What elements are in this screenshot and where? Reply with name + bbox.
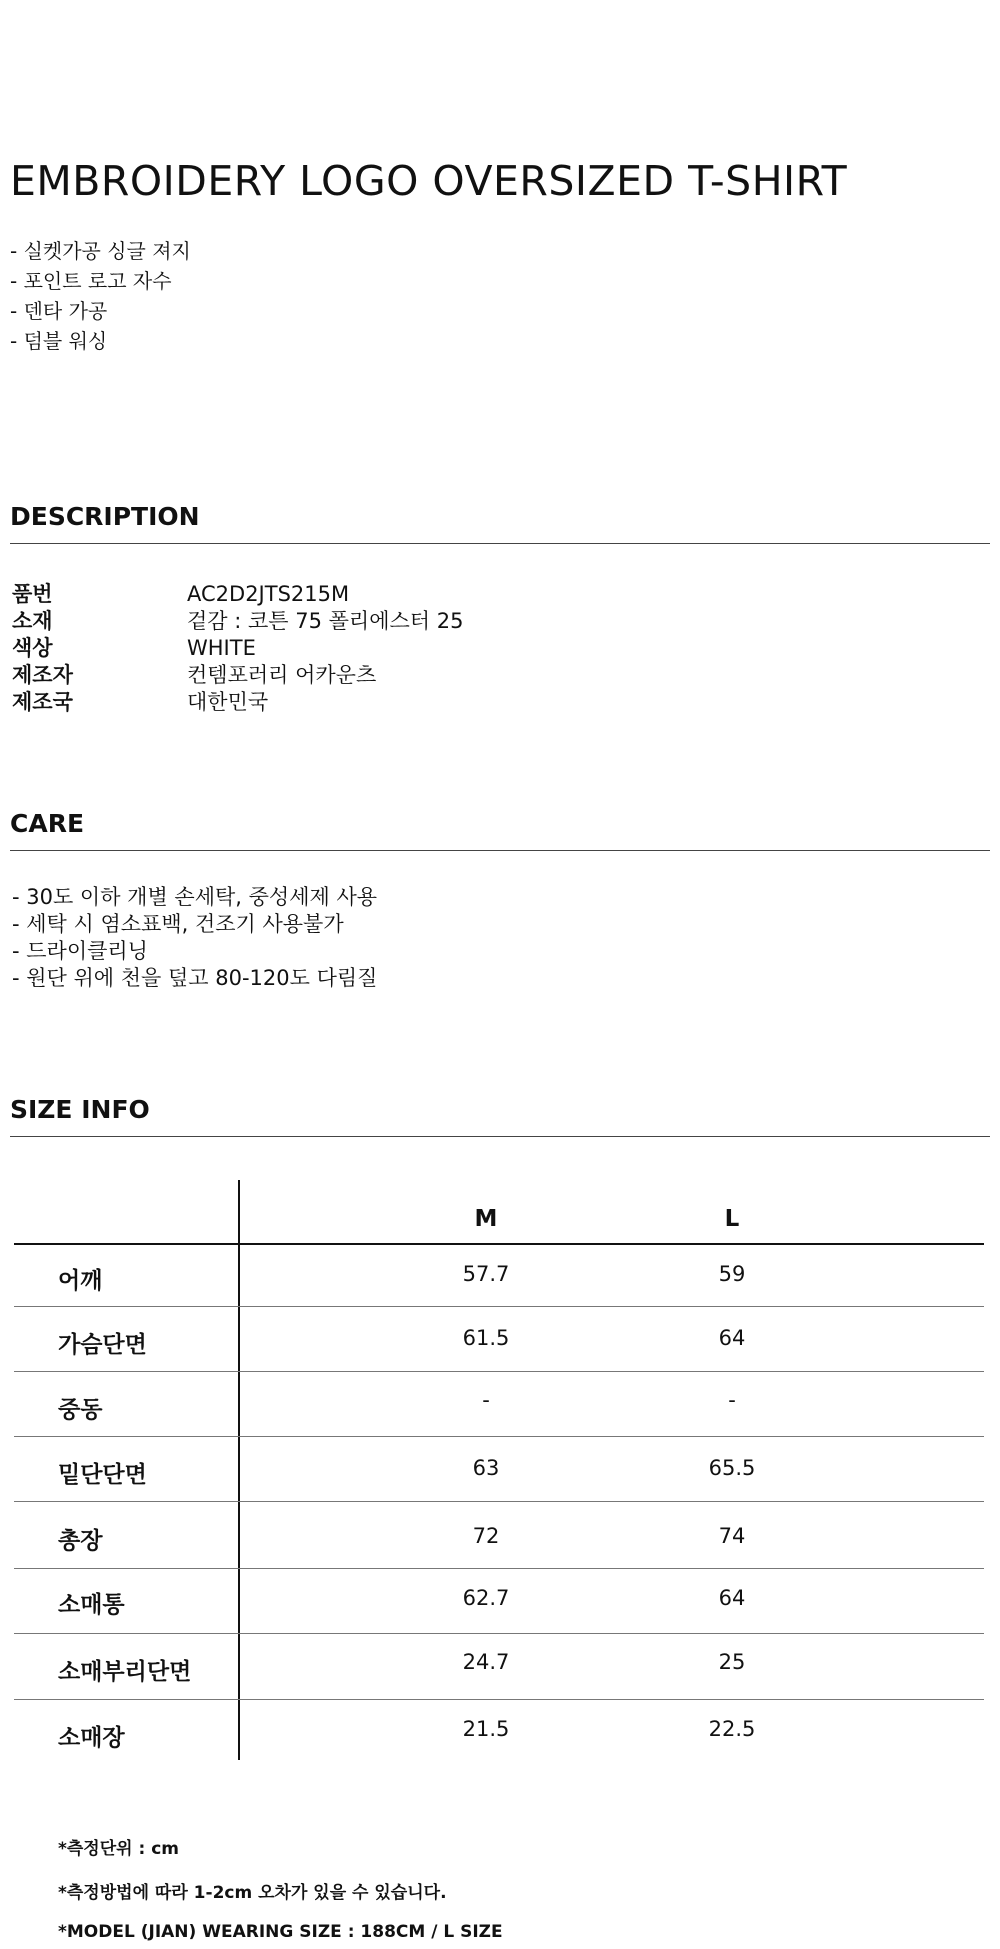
size-value-l: 74 bbox=[718, 1524, 746, 1548]
size-value-l: 25 bbox=[718, 1650, 746, 1674]
table-row bbox=[14, 1569, 984, 1634]
description-table bbox=[12, 581, 463, 716]
care-list bbox=[12, 884, 377, 992]
description-row bbox=[12, 608, 463, 635]
description-value: 대한민국 bbox=[187, 690, 269, 714]
size-value-m: - bbox=[482, 1388, 490, 1412]
size-value-l: - bbox=[728, 1388, 736, 1412]
description-key: 소재 bbox=[12, 609, 53, 633]
table-row bbox=[14, 1634, 984, 1700]
size-table-header bbox=[14, 1180, 984, 1244]
description-heading: DESCRIPTION bbox=[10, 502, 200, 531]
size-value-l: 59 bbox=[718, 1262, 746, 1286]
size-value-m: 62.7 bbox=[462, 1586, 510, 1610]
care-item: - 원단 위에 천을 덮고 80-120도 다림질 bbox=[12, 966, 378, 990]
size-value-l: 22.5 bbox=[708, 1717, 756, 1741]
description-row bbox=[12, 635, 463, 662]
size-value-m: 24.7 bbox=[462, 1650, 510, 1674]
table-row bbox=[14, 1245, 984, 1307]
size-value-m: 72 bbox=[472, 1524, 500, 1548]
description-value: WHITE bbox=[187, 636, 256, 660]
size-info-divider bbox=[10, 1136, 990, 1137]
description-key: 제조국 bbox=[12, 690, 73, 714]
size-row-label: 소매통 bbox=[58, 1592, 125, 1618]
description-key: 색상 bbox=[12, 636, 53, 660]
size-value-m: 21.5 bbox=[462, 1717, 510, 1741]
table-row bbox=[14, 1437, 984, 1502]
size-value-m: 61.5 bbox=[462, 1326, 510, 1350]
description-value: AC2D2JTS215M bbox=[187, 582, 350, 606]
description-key: 품번 bbox=[12, 582, 53, 606]
measurement-unit-note: *측정단위 : cm bbox=[58, 1839, 180, 1859]
description-value: 컨템포러리 어카운츠 bbox=[187, 663, 377, 687]
feature-item: - 덤블 워싱 bbox=[10, 329, 108, 353]
description-row bbox=[12, 662, 463, 689]
feature-list bbox=[10, 236, 191, 356]
size-row-label: 가슴단면 bbox=[58, 1332, 147, 1358]
size-value-m: 63 bbox=[472, 1456, 500, 1480]
size-value-l: 64 bbox=[718, 1326, 746, 1350]
model-size-note: *MODEL (JIAN) WEARING SIZE : 188CM / L SIZE bbox=[58, 1922, 503, 1942]
description-key: 제조자 bbox=[12, 663, 73, 687]
feature-item: - 덴타 가공 bbox=[10, 299, 108, 323]
size-value-m: 57.7 bbox=[462, 1262, 510, 1286]
care-item: - 드라이클리닝 bbox=[12, 939, 148, 963]
care-item: - 30도 이하 개별 손세탁, 중성세제 사용 bbox=[12, 885, 378, 909]
table-row bbox=[14, 1372, 984, 1437]
care-divider bbox=[10, 850, 990, 851]
size-table bbox=[14, 1180, 984, 1760]
care-heading: CARE bbox=[10, 809, 85, 838]
table-row bbox=[14, 1502, 984, 1569]
description-divider bbox=[10, 543, 990, 544]
care-item: - 세탁 시 염소표백, 건조기 사용불가 bbox=[12, 912, 344, 936]
size-value-l: 65.5 bbox=[708, 1456, 756, 1480]
size-row-label: 소매부리단면 bbox=[58, 1659, 192, 1685]
size-column-m: M bbox=[474, 1206, 498, 1232]
description-value: 겉감 : 코튼 75 폴리에스터 25 bbox=[187, 609, 464, 633]
size-row-label: 총장 bbox=[58, 1528, 103, 1554]
measurement-tolerance-note: *측정방법에 따라 1-2cm 오차가 있을 수 있습니다. bbox=[58, 1883, 447, 1903]
description-row bbox=[12, 581, 463, 608]
product-title: EMBROIDERY LOGO OVERSIZED T-SHIRT bbox=[10, 157, 848, 205]
feature-item: - 포인트 로고 자수 bbox=[10, 269, 172, 293]
size-row-label: 소매장 bbox=[58, 1725, 125, 1751]
description-row bbox=[12, 689, 463, 716]
size-row-label: 어깨 bbox=[58, 1268, 103, 1294]
table-row bbox=[14, 1700, 984, 1760]
feature-item: - 실켓가공 싱글 져지 bbox=[10, 239, 191, 263]
size-column-l: L bbox=[724, 1206, 740, 1232]
table-row bbox=[14, 1307, 984, 1372]
size-value-l: 64 bbox=[718, 1586, 746, 1610]
size-info-heading: SIZE INFO bbox=[10, 1095, 150, 1124]
size-row-label: 밑단단면 bbox=[58, 1462, 147, 1488]
size-row-label: 중동 bbox=[58, 1397, 103, 1423]
